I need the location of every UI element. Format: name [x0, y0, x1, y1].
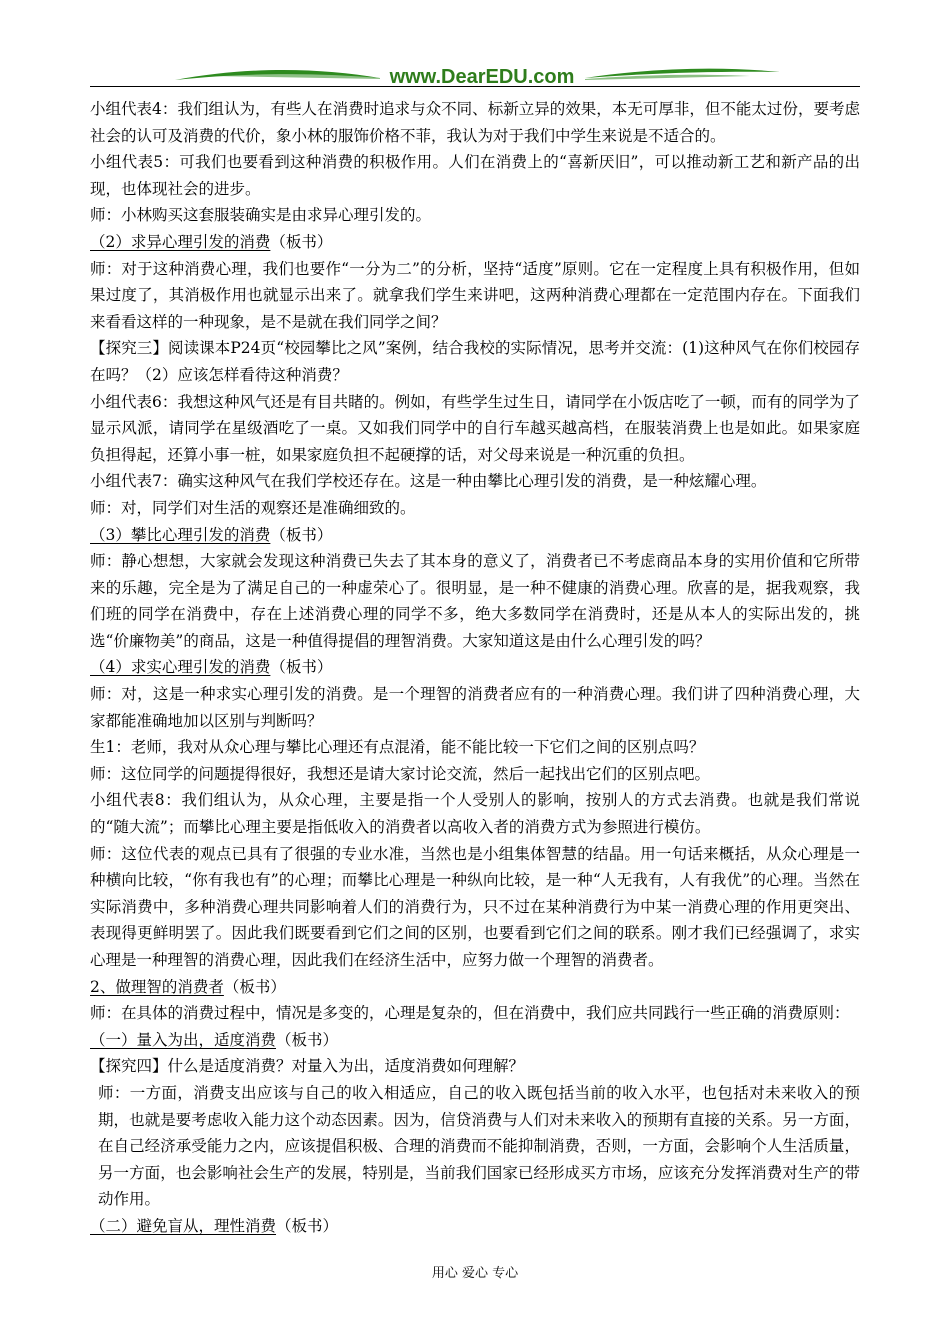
paragraph-text: 师：对，同学们对生活的观察还是准确细致的。 — [90, 498, 416, 517]
section-heading: （4）求实心理引发的消费 — [90, 658, 271, 677]
paragraph-text: （板书） — [276, 1216, 339, 1235]
paragraph-text: 师：对，这是一种求实心理引发的消费。是一个理智的消费者应有的一种消费心理。我们讲了四种消费心理，大家都能准确地加以区别与判断吗？ — [90, 685, 860, 730]
paragraph-text: 师：这位代表的观点已具有了很强的专业水准，当然也是小组集体智慧的结晶。用一句话来概括，从众心理是一种横向比较，“你有我也有”的心理；而攀比心理是一种纵向比较，是一种“人无我有，人有我优”的心理。当然在实际消费中，多种消费心理共同影响着人们的消费行为，只不过在某种消费行为中某一消费心理的作用更突出、表现得更鲜明罢了。因此我们既要看到它们之间的区别，也要看到它们之间的联系。刚才我们已经强调了，求实心理是一种理智的消费心理，因此我们在经济生活中，应努力做一个理智的消费者。 — [90, 844, 860, 969]
paragraph-text: 小组代表4：我们组认为，有些人在消费时追求与众不同、标新立异的效果，本无可厚非，但不能太过份，要考虑社会的认可及消费的代价，象小林的服饰价格不菲，我认为对于我们中学生来说是不适合的。 — [90, 100, 860, 145]
paragraph — [90, 335, 860, 388]
section-heading: 2、做理智的消费者 — [90, 977, 224, 996]
paragraph — [90, 1080, 860, 1213]
paragraph-text: （板书） — [270, 658, 333, 677]
paragraph — [90, 1000, 860, 1027]
section-heading: （2）求异心理引发的消费 — [90, 232, 271, 251]
paragraph-text: （板书） — [270, 525, 333, 544]
paragraph-text: （板书） — [223, 977, 286, 996]
paragraph — [90, 548, 860, 654]
paragraph-text: （板书） — [276, 1030, 339, 1049]
paragraph-text: 师：静心想想，大家就会发现这种消费已失去了其本身的意义了，消费者已不考虑商品本身的实用价值和它所带来的乐趣，完全是为了满足自己的一种虚荣心了。很明显，是一种不健康的消费心理。欣喜的是，据我观察，我们班的同学在消费中，存在上述消费心理的同学不多，绝大多数同学在消费时，还是从本人的实际出发的，挑选“价廉物美”的商品，这是一种值得提倡的理智消费。大家知道这是由什么心理引发的吗？ — [90, 552, 860, 650]
document-body — [90, 96, 860, 1240]
paragraph — [90, 389, 860, 469]
paragraph — [90, 654, 860, 681]
paragraph — [90, 841, 860, 974]
section-heading: （3）攀比心理引发的消费 — [90, 525, 271, 544]
paragraph-text: 小组代表6：我想这种风气还是有目共睹的。例如，有些学生过生日，请同学在小饭店吃了一顿，而有的同学为了显示风派，请同学在星级酒吃了一桌。又如我们同学中的自行车越买越高档，在服装消费上也是如此。如果家庭负担得起，还算小事一桩，如果家庭负担不起硬撑的话，对父母来说是一种沉重的负担。 — [90, 392, 860, 464]
paragraph — [90, 1213, 860, 1240]
paragraph-text: 师：小林购买这套服装确实是由求异心理引发的。 — [90, 206, 432, 225]
paragraph-text: 小组代表7：确实这种风气在我们学校还存在。这是一种由攀比心理引发的消费，是一种炫耀心理。 — [90, 472, 767, 491]
page-footer: 用心 爱心 专心 — [431, 1266, 519, 1281]
paragraph-text: 师：这位同学的问题提得很好，我想还是请大家讨论交流，然后一起找出它们的区别点吧。 — [90, 764, 711, 783]
paragraph-text: 【探究三】阅读课本P24页“校园攀比之风”案例，结合我校的实际情况，思考并交流：(1)这种风气在你们校园存在吗？（2）应该怎样看待这种消费？ — [90, 339, 860, 384]
site-logo-text: www.DearEDU.com — [389, 66, 575, 88]
paragraph-text: 生1：老师，我对从众心理与攀比心理还有点混淆，能不能比较一下它们之间的区别点吗？ — [90, 738, 705, 757]
paragraph — [90, 974, 860, 1001]
paragraph-text: 小组代表8：我们组认为，从众心理，主要是指一个人受别人的影响，按别人的方式去消费。也就是我们常说的“随大流”；而攀比心理主要是指低收入的消费者以高收入者的消费方式为参照进行模仿。 — [90, 791, 860, 837]
paragraph — [90, 522, 860, 549]
paragraph-text: 【探究四】什么是适度消费？对量入为出，适度消费如何理解？ — [90, 1057, 525, 1076]
paragraph — [90, 495, 860, 522]
paragraph — [90, 1053, 860, 1080]
paragraph — [90, 1027, 860, 1054]
header-rule — [90, 86, 860, 87]
paragraph-text: 小组代表5：可我们也要看到这种消费的积极作用。人们在消费上的“喜新厌旧”，可以推动新工艺和新产品的出现，也体现社会的进步。 — [90, 153, 860, 198]
paragraph — [90, 256, 860, 336]
paragraph — [90, 96, 860, 149]
paragraph — [90, 468, 860, 495]
paragraph — [90, 734, 860, 761]
paragraph — [90, 202, 860, 229]
paragraph — [90, 787, 860, 840]
paragraph — [90, 761, 860, 788]
section-heading: （一）量入为出，适度消费 — [90, 1030, 277, 1049]
paragraph — [90, 681, 860, 734]
paragraph-text: 师：对于这种消费心理，我们也要作“一分为二”的分析，坚持“适度”原则。它在一定程度上具有积极作用，但如果过度了，其消极作用也就显示出来了。就拿我们学生来讲吧，这两种消费心理都在一定范围内存在。下面我们来看看这样的一种现象，是不是就在我们同学之间？ — [90, 259, 860, 331]
paragraph — [90, 149, 860, 202]
section-heading: （二）避免盲从，理性消费 — [90, 1216, 277, 1235]
paragraph-text: 师：一方面，消费支出应该与自己的收入相适应，自己的收入既包括当前的收入水平，也包括对未来收入的预期，也就是要考虑收入能力这个动态因素。因为，信贷消费与人们对未来收入的预期有直接的关系。另一方面，在自己经济承受能力之内，应该提倡积极、合理的消费而不能抑制消费，否则，一方面，会影响个人生活质量，另一方面，也会影响社会生产的发展，特别是，当前我们国家已经形成买方市场，应该充分发挥消费对生产的带动作用。 — [98, 1083, 860, 1209]
paragraph — [90, 229, 860, 256]
paragraph-text: （板书） — [270, 232, 333, 251]
paragraph-text: 师：在具体的消费过程中，情况是多变的，心理是复杂的，但在消费中，我们应共同践行一些正确的消费原则： — [90, 1004, 850, 1023]
